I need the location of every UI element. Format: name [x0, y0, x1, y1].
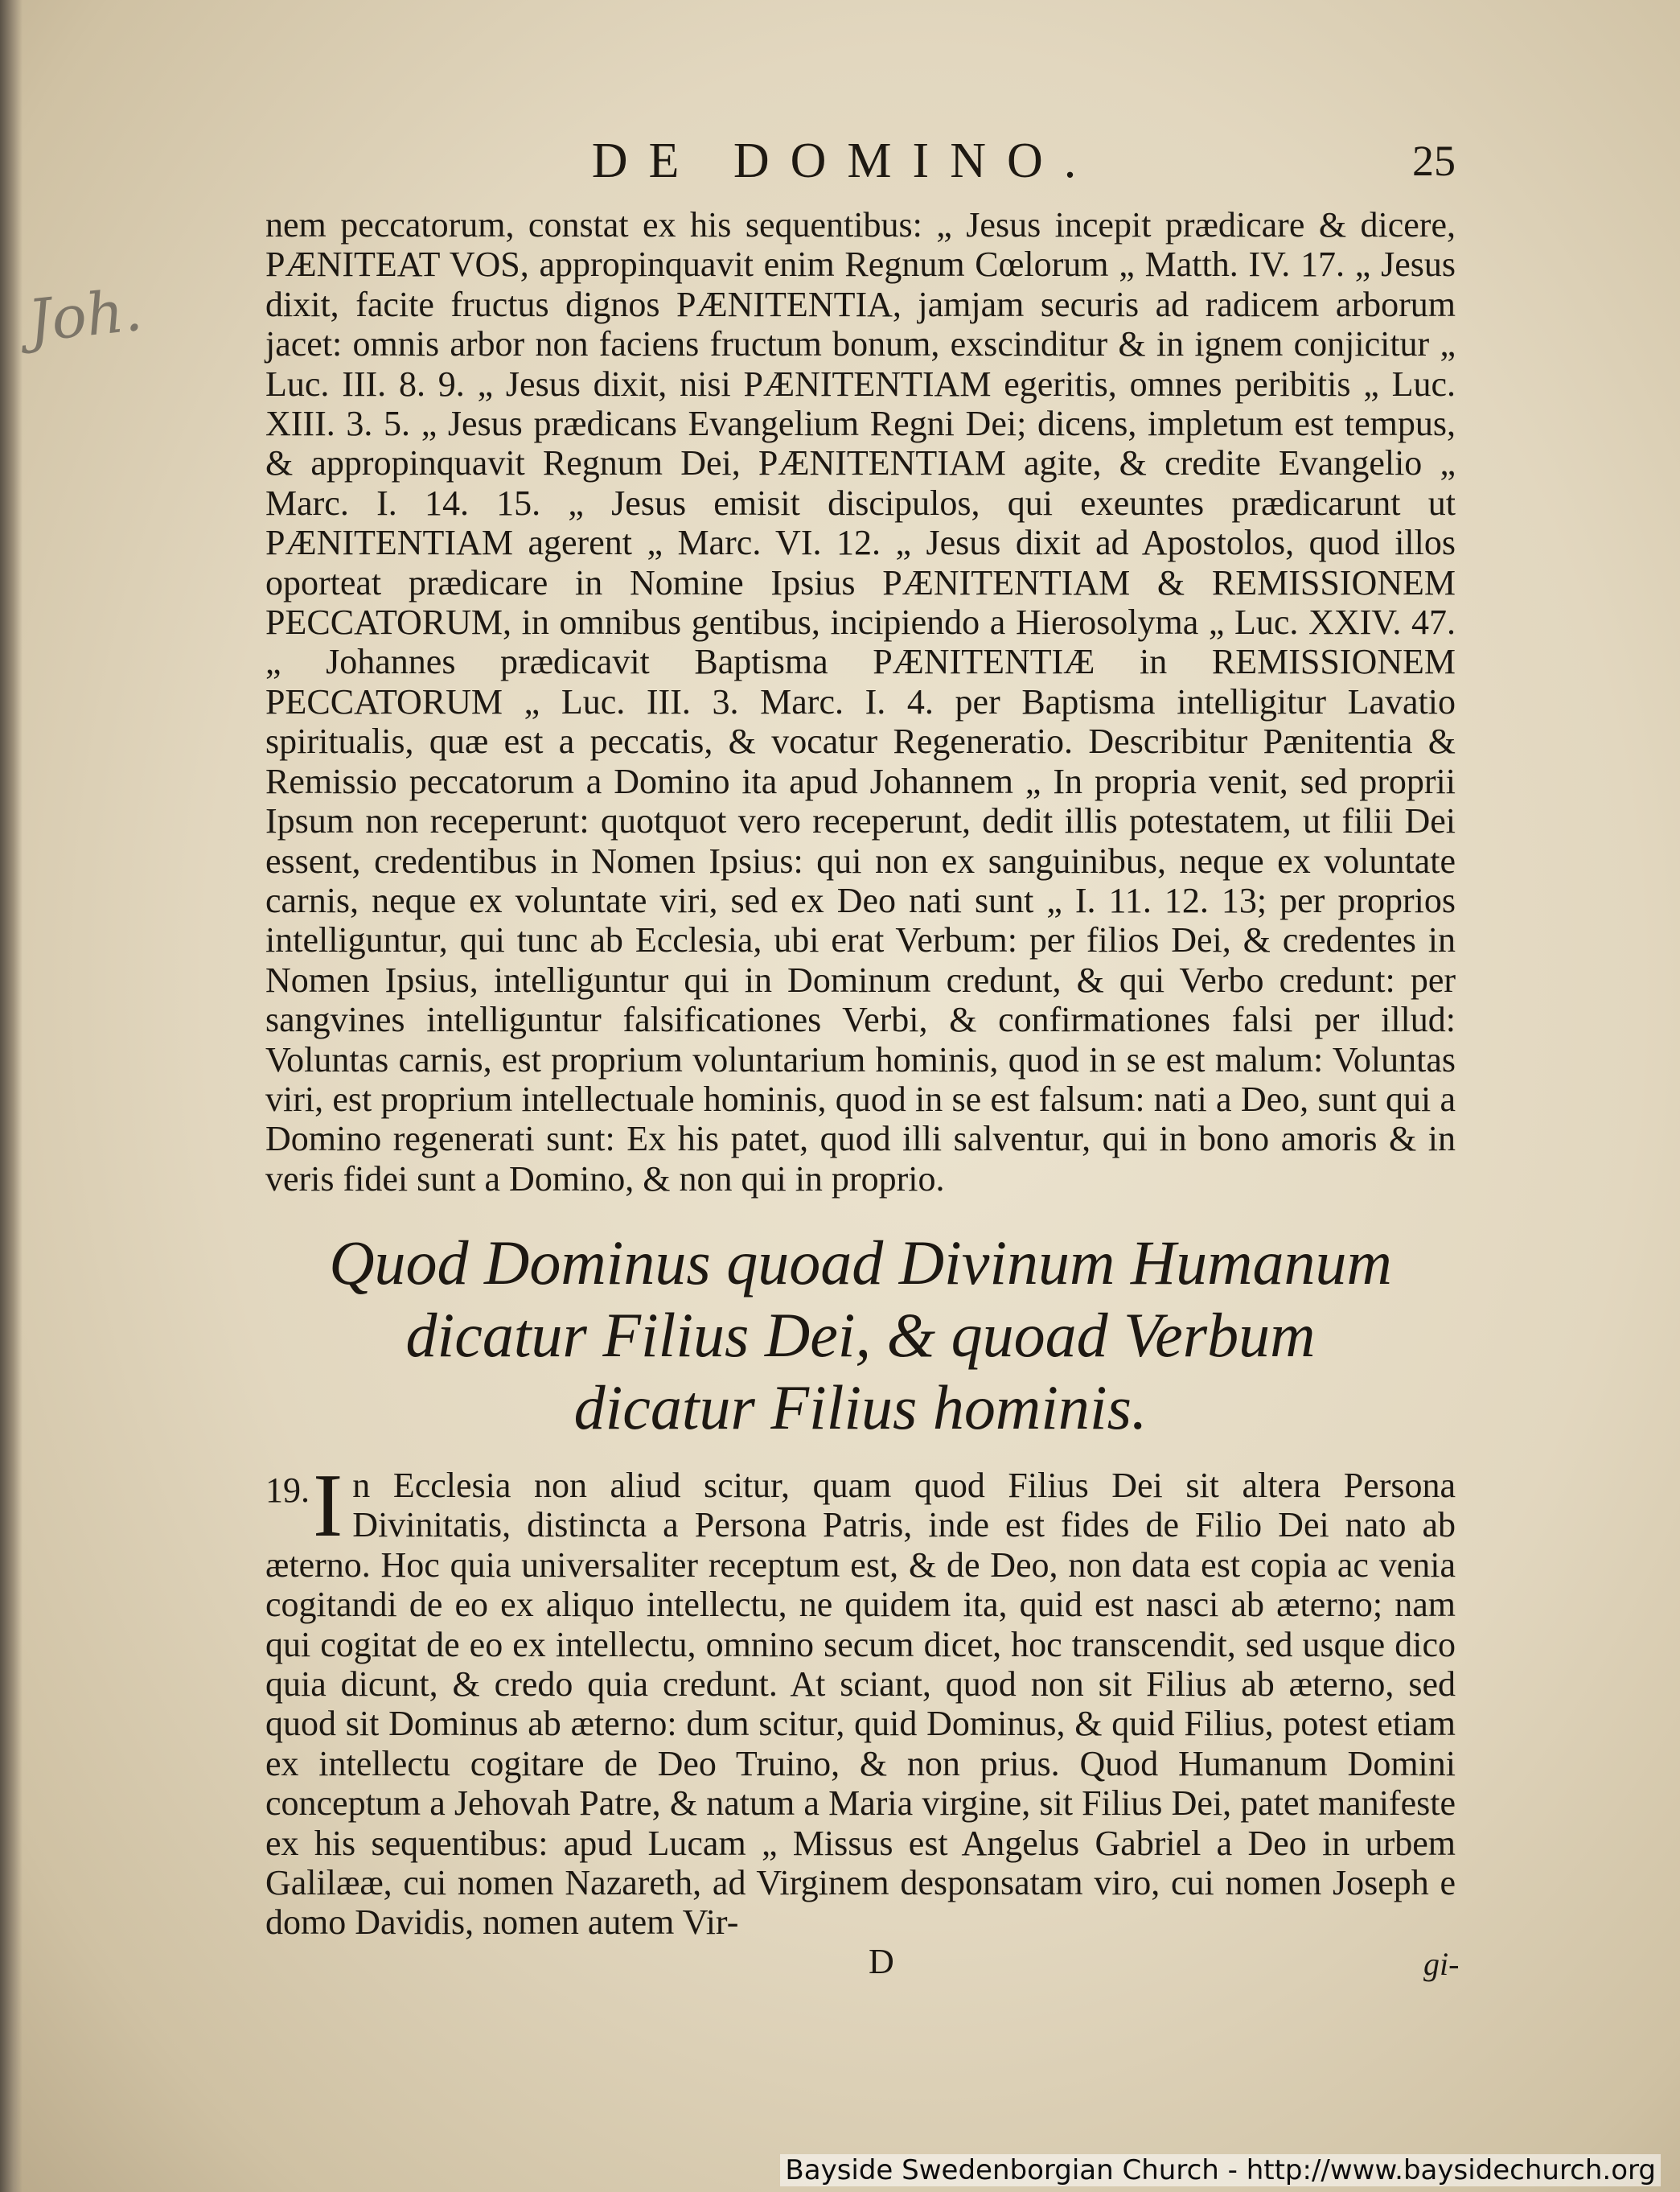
drop-cap: I [313, 1456, 343, 1556]
section-heading-line-1: Quod Dominus quoad Divinum Humanum [329, 1228, 1392, 1298]
signature-mark: D [869, 1942, 894, 1981]
page-edge-shadow [0, 0, 23, 2192]
paragraph-body-2 [265, 1456, 1456, 1943]
running-head: DE DOMINO. [591, 134, 1098, 188]
section-heading-line-2: dicatur Filius Dei, & quoad Verbum [405, 1300, 1316, 1370]
handwritten-margin-note: Joh. [24, 275, 146, 356]
section-heading-line-3: dicatur Filius hominis. [573, 1372, 1148, 1442]
page-number: 25 [1412, 137, 1456, 185]
footer-credit: Bayside Swedenborgian Church - http://www.baysidechurch.org [780, 2154, 1661, 2186]
paragraph-2-text: n Ecclesia non aliud scitur, quam quod Filius Dei sit altera Persona Divinitatis, distincta a Persona Patris, inde est fides de Filio Dei nato ab æterno. Hoc quia universaliter receptum est, & de Deo, non data est copia ac venia cogitandi de eo ex aliquo intellectu, ne quidem ita, quid est nasci ab æterno; nam qui cogitat de eo ex intellectu, omnino secum dicet, hoc transcendit, sed usque dico quia dicunt, & credo quia credunt. At sciant, quod non sit Filius ab æterno, sed quod sit Dominus ab æterno: dum scitur, quid Dominus, & quid Filius, potest etiam ex intellectu cogitare de Deo Truino, & non prius. Quod Humanum Domini conceptum a Jehovah Patre, & natum a Maria virgine, sit Filius Dei, patet manifeste ex his sequentibus: apud Lucam „ Missus est Angelus Gabriel a Deo in urbem Galilææ, cui nomen Nazareth, ad Virginem desponsatam viro, cui nomen Joseph e domo Davidis, nomen autem Vir- [265, 1466, 1456, 1943]
catchword: gi- [1423, 1946, 1460, 1982]
paragraph-number: 19. [265, 1470, 310, 1510]
paragraph-body-1: nem peccatorum, constat ex his sequentibus: „ Jesus incepit prædicare & dicere, PÆNITEAT VOS, appropinquavit enim Regnum Cœlorum „ Matth. IV. 17. „ Jesus dixit, facite fructus dignos PÆNITENTIA, jamjam securis ad radicem arborum jacet: omnis arbor non faciens fructum bonum, exscinditur & in ignem conjicitur „ Luc. III. 8. 9. „ Jesus dixit, nisi PÆNITENTIAM egeritis, omnes peribitis „ Luc. XIII. 3. 5. „ Jesus prædicans Evangelium Regni Dei; dicens, impletum est tempus, & appropinquavit Regnum Dei, PÆNITENTIAM agite, & credite Evangelio „ Marc. I. 14. 15. „ Jesus emisit discipulos, qui exeuntes prædicarunt ut PÆNITENTIAM agerent „ Marc. VI. 12. „ Jesus dixit ad Apostolos, quod illos oporteat prædicare in Nomine Ipsius PÆNITENTIAM & REMISSIONEM PECCATORUM, in omnibus gentibus, incipiendo a Hierosolyma „ Luc. XXIV. 47. „ Johannes prædicavit Baptisma PÆNITENTIÆ in REMISSIONEM PECCATORUM „ Luc. III. 3. Marc. I. 4. per Baptisma intelligitur Lavatio spiritualis, quæ est a peccatis, & vocatur Regeneratio. Describitur Pænitentia & Remissio peccatorum a Domino ita apud Johannem „ In propria venit, sed proprii Ipsum non receperunt: quotquot vero receperunt, dedit illis potestatem, ut filii Dei essent, credentibus in Nomen Ipsius: qui non ex sanguinibus, neque ex voluntate carnis, neque ex voluntate viri, sed ex Deo nati sunt „ I. 11. 12. 13; per proprios intelliguntur, qui tunc ab Ecclesia, ubi erat Verbum: per filios Dei, & credentes in Nomen Ipsius, intelliguntur qui in Dominum credunt, & qui Verbo credunt: per sangvines intelliguntur falsificationes Verbi, & confirmationes falsi per illud: Voluntas carnis, est proprium voluntarium hominis, quod in se est malum: Voluntas viri, est proprium intellectuale hominis, quod in se est falsum: nati a Deo, sunt qui a Domino regenerati sunt: Ex his patet, quod illi salventur, qui in bono amoris & in veris fidei sunt a Domino, & non qui in proprio. [265, 205, 1456, 1199]
page-header [265, 133, 1464, 197]
section-heading [265, 1227, 1456, 1444]
